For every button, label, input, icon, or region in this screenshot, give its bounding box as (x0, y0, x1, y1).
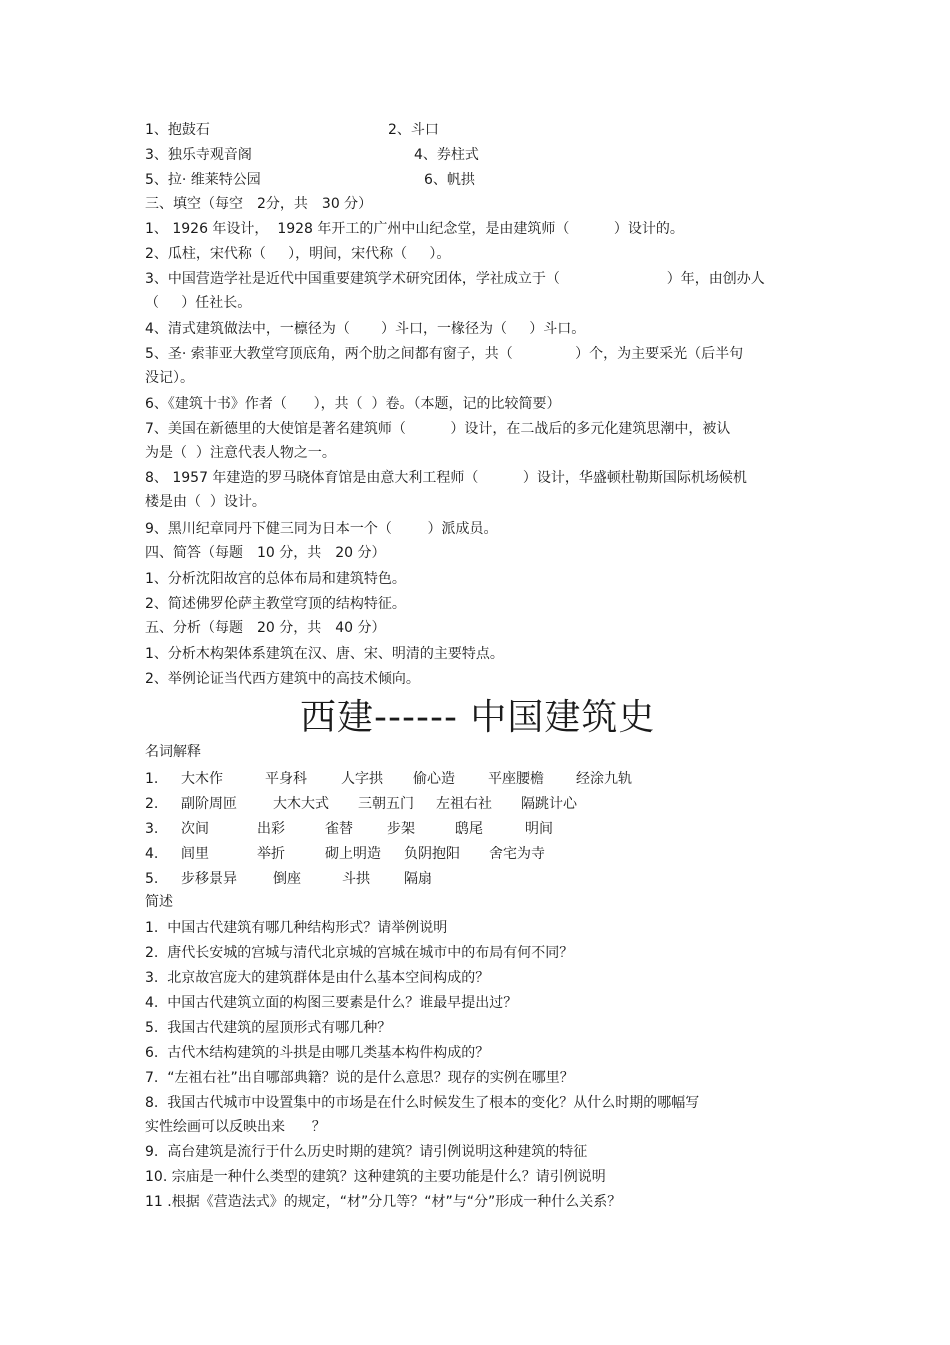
question-line: 7. “左祖右社”出自哪部典籍？说的是什么意思？现存的实例在哪里？ (145, 1070, 574, 1086)
question-line: 2、简述佛罗伦萨主教堂穹顶的结构特征。 (145, 596, 406, 612)
term-item: 3、独乐寺观音阁 (145, 147, 252, 163)
term-item: 出彩 (257, 821, 285, 837)
question-line: 6、《建筑十书》作者（ ），共（ ）卷。（本题，记的比较简要） (145, 396, 561, 412)
question-line: （ ）任社长。 (145, 295, 252, 311)
term-number: 2. (145, 796, 159, 812)
term-item: 舍宅为寺 (489, 846, 545, 862)
question-line: 2、瓜柱，宋代称（ ），明间，宋代称（ ）。 (145, 246, 451, 262)
question-line: 1、分析沈阳故宫的总体布局和建筑特色。 (145, 571, 406, 587)
term-item: 1、抱鼓石 (145, 122, 210, 138)
question-line: 7、美国在新德里的大使馆是著名建筑师（ ）设计，在二战后的多元化建筑思潮中，被认 (145, 421, 731, 437)
term-number: 4. (145, 846, 159, 862)
question-line: 9、黑川纪章同丹下健三同为日本一个（ ）派成员。 (145, 521, 498, 537)
section-title: 五、分析（每题 20 分，共 40 分） (145, 620, 386, 636)
question-line: 1、分析木构架体系建筑在汉、唐、宋、明清的主要特点。 (145, 646, 504, 662)
question-line: 8. 我国古代城市中设置集中的市场是在什么时候发生了根本的变化？从什么时期的哪幅写 (145, 1095, 700, 1111)
question-line: 6. 古代木结构建筑的斗拱是由哪几类基本构件构成的？ (145, 1045, 490, 1061)
term-item: 砌上明造 (325, 846, 381, 862)
question-line: 2. 唐代长安城的宫城与清代北京城的宫城在城市中的布局有何不同？ (145, 945, 574, 961)
term-item: 6、帆拱 (424, 172, 475, 188)
question-line: 4. 中国古代建筑立面的构图三要素是什么？谁最早提出过？ (145, 995, 518, 1011)
term-item: 左祖右社 (436, 796, 492, 812)
term-number: 3. (145, 821, 159, 837)
term-item: 4、券柱式 (414, 147, 479, 163)
term-item: 大木大式 (273, 796, 329, 812)
term-item: 鸱尾 (455, 821, 483, 837)
term-item: 副阶周匝 (181, 796, 237, 812)
term-item: 斗拱 (342, 871, 370, 887)
term-item: 闾里 (181, 846, 209, 862)
section-title: 名词解释 (145, 744, 201, 760)
question-line: 3. 北京故宫庞大的建筑群体是由什么基本空间构成的？ (145, 970, 490, 986)
question-line: 5. 我国古代建筑的屋顶形式有哪几种？ (145, 1020, 392, 1036)
term-number: 1. (145, 771, 159, 787)
question-line: 11 .根据《营造法式》的规定，“材”分几等？“材”与“分”形成一种什么关系？ (145, 1194, 622, 1210)
question-line: 1、 1926 年设计， 1928 年开工的广州中山纪念堂，是由建筑师（ ）设计的。 (145, 221, 684, 237)
term-item: 倒座 (273, 871, 301, 887)
question-line: 4、清式建筑做法中，一檩径为（ ）斗口，一椽径为（ ）斗口。 (145, 321, 586, 337)
question-line: 10. 宗庙是一种什么类型的建筑？这种建筑的主要功能是什么？请引例说明 (145, 1169, 606, 1185)
question-line: 实性绘画可以反映出来 ？ (145, 1119, 326, 1135)
term-item: 人字拱 (341, 771, 383, 787)
term-item: 大木作 (181, 771, 223, 787)
question-line: 楼是由（ ）设计。 (145, 494, 266, 510)
term-item: 明间 (525, 821, 553, 837)
section-title: 三、填空（每空 2分，共 30 分） (145, 196, 373, 212)
term-item: 步移景异 (181, 871, 237, 887)
term-item: 三朝五门 (358, 796, 414, 812)
term-item: 5、拉· 维莱特公园 (145, 172, 261, 188)
question-line: 8、 1957 年建造的罗马晓体育馆是由意大利工程师（ ）设计，华盛顿杜勒斯国际机场候机 (145, 470, 747, 486)
question-line: 没记）。 (145, 370, 194, 386)
term-item: 隔扇 (404, 871, 432, 887)
term-item: 偷心造 (413, 771, 455, 787)
term-item: 雀替 (325, 821, 353, 837)
question-line: 1. 中国古代建筑有哪几种结构形式？请举例说明 (145, 920, 448, 936)
question-line: 为是（ ）注意代表人物之一。 (145, 445, 336, 461)
term-item: 平身科 (265, 771, 307, 787)
section-title: 简述 (145, 894, 173, 910)
question-line: 5、圣· 索菲亚大教堂穹顶底角，两个肋之间都有窗子，共（ ）个，为主要采光（后半句 (145, 346, 744, 362)
term-item: 负阴抱阳 (404, 846, 460, 862)
question-line: 2、举例论证当代西方建筑中的高技术倾向。 (145, 671, 420, 687)
term-item: 次间 (181, 821, 209, 837)
question-line: 9. 高台建筑是流行于什么历史时期的建筑？请引例说明这种建筑的特征 (145, 1144, 588, 1160)
term-item: 步架 (387, 821, 415, 837)
question-line: 3、中国营造学社是近代中国重要建筑学术研究团体，学社成立于（ ）年，由创办人 (145, 271, 765, 287)
term-number: 5. (145, 871, 159, 887)
term-item: 平座腰檐 (488, 771, 544, 787)
term-item: 经涂九轨 (576, 771, 632, 787)
term-item: 隔跳计心 (521, 796, 577, 812)
page-heading: 西建------ 中国建筑史 (300, 697, 656, 738)
term-item: 2、斗口 (388, 122, 439, 138)
term-item: 举折 (257, 846, 285, 862)
section-title: 四、简答（每题 10 分，共 20 分） (145, 545, 386, 561)
